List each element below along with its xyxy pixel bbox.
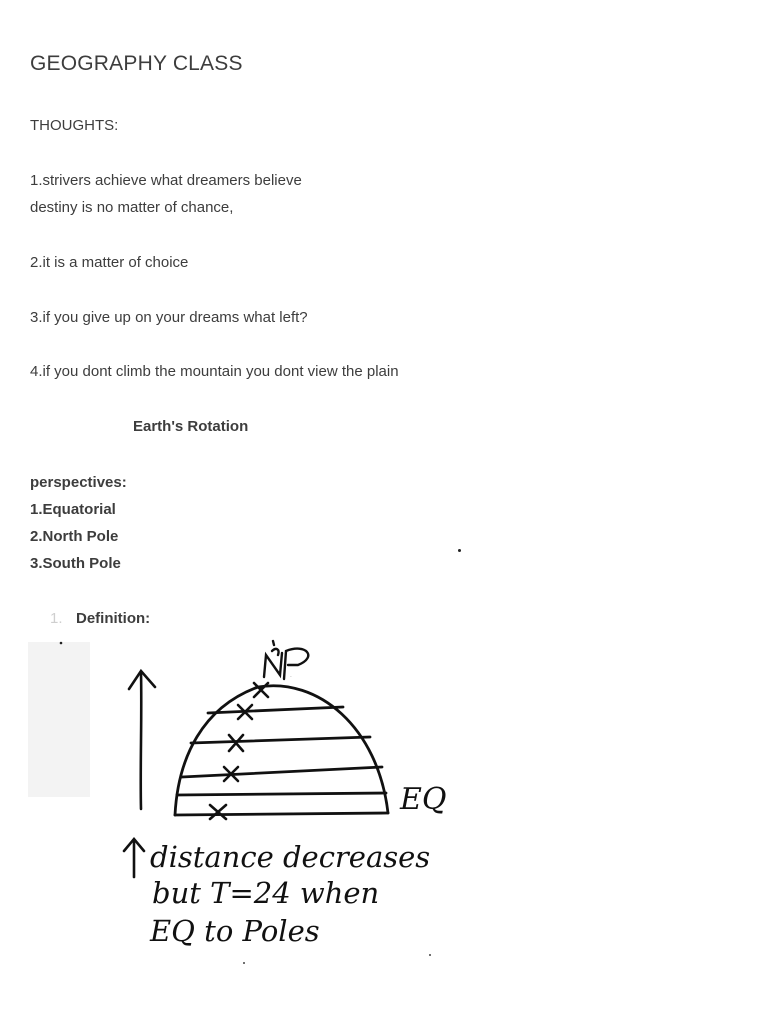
thought-line-1: 1.strivers achieve what dreamers believe (30, 172, 302, 189)
thought-line-5: 4.if you dont climb the mountain you dont view the plain (30, 363, 399, 380)
definition-item (50, 609, 150, 629)
thought-line-3: 2.it is a matter of choice (30, 254, 189, 271)
thoughts-heading: THOUGHTS: (30, 117, 119, 134)
page-title: GEOGRAPHY CLASS (30, 52, 243, 75)
perspectives-heading: perspectives: (30, 474, 127, 491)
hemisphere-outline (175, 686, 388, 815)
latitude-marks (210, 683, 268, 819)
stray-mark (458, 549, 461, 552)
speck (243, 962, 245, 964)
earth-rotation-sketch (28, 637, 468, 967)
speck (429, 954, 431, 956)
pole-label: NP (290, 677, 292, 678)
up-arrow-icon (129, 671, 155, 809)
thought-line-4: 3.if you give up on your dreams what left? (30, 309, 308, 326)
caption-line-3: EQ to Poles (150, 914, 320, 948)
definition-number: 1. (50, 610, 63, 627)
scan-shadow (28, 642, 90, 797)
caption-line-1: distance decreases (150, 840, 431, 874)
north-pole-scribble (264, 641, 308, 679)
thought-line-2: destiny is no matter of chance, (30, 199, 234, 216)
caption-line-2: but T=24 when (152, 876, 380, 910)
definition-label: Definition: (76, 610, 151, 627)
stray-dot (60, 642, 63, 645)
perspective-item-2: 2.North Pole (30, 528, 119, 545)
hand-drawn-diagram (28, 637, 468, 967)
equator-label: EQ (400, 782, 447, 817)
perspective-item-1: 1.Equatorial (30, 501, 116, 518)
section-subtitle: Earth's Rotation (133, 418, 249, 435)
perspective-item-3: 3.South Pole (30, 555, 121, 572)
caption-arrow-icon (124, 839, 144, 877)
